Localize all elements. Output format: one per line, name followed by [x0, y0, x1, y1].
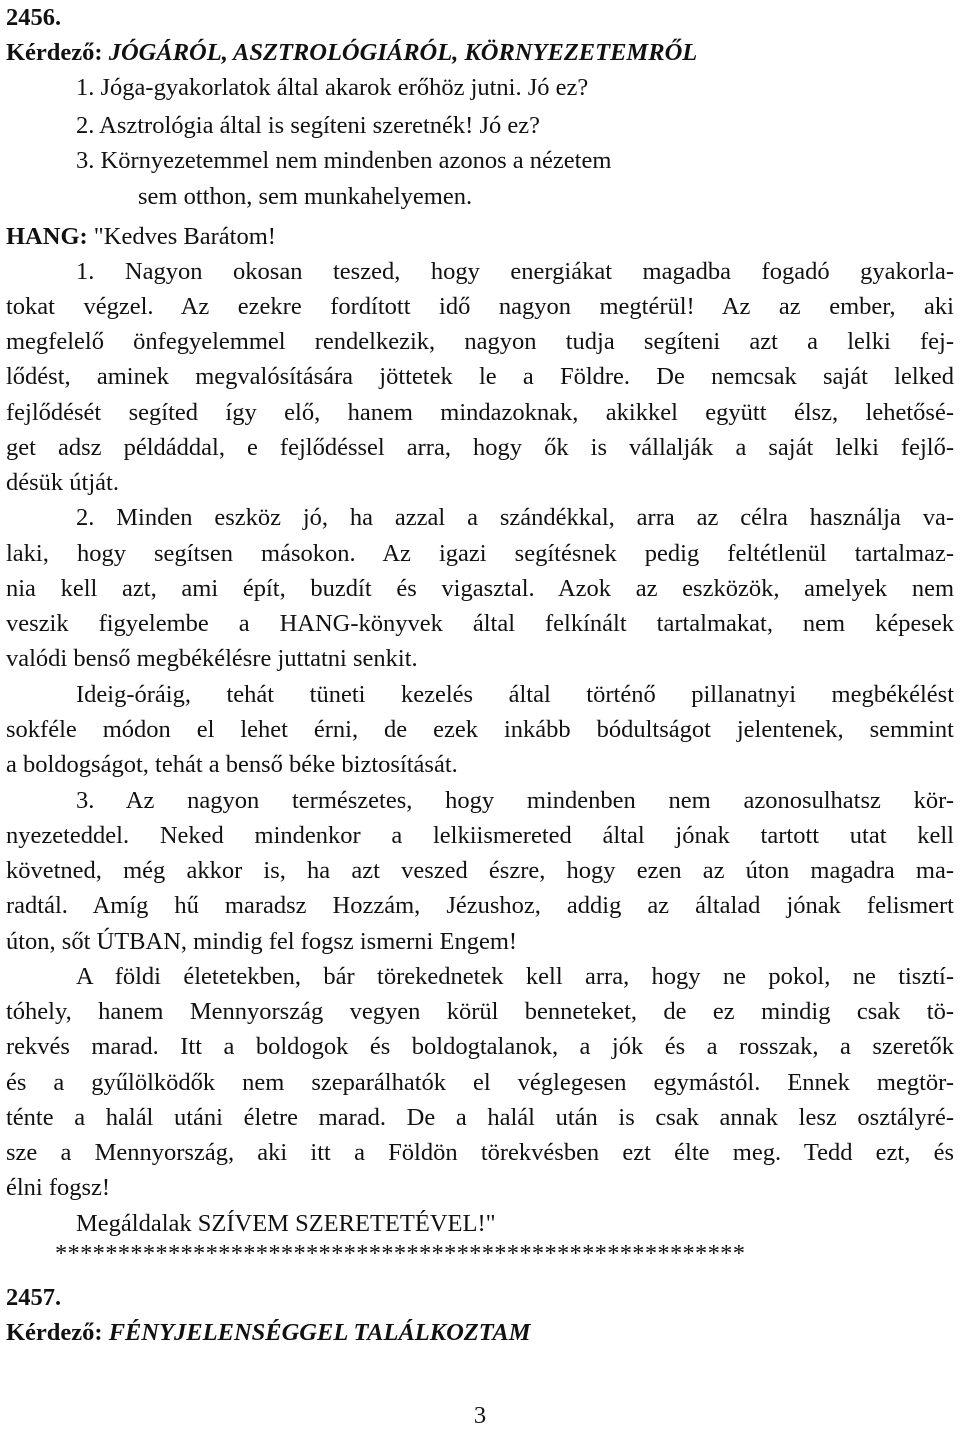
body-line: get adsz példáddal, e fejlődéssel arra, hogy ők is vállalják a saját lelki fejlő-: [6, 434, 954, 461]
body-line: A földi életetekben, bár törekednetek kell arra, hogy ne pokol, ne tisztí-: [76, 963, 954, 990]
body-line: követned, még akkor is, ha azt veszed észre, hogy ezen az úton magadra ma-: [6, 857, 954, 884]
body-line: 3. Az nagyon természetes, hogy mindenben nem azonosulhatsz kör-: [76, 787, 954, 814]
body-line: megfelelő önfegyelemmel rendelkezik, nagyon tudja segíteni azt a lelki fej-: [6, 328, 954, 355]
body-line: radtál. Amíg hű maradsz Hozzám, Jézushoz, addig az általad jónak felismert: [6, 892, 954, 919]
asker-line: [6, 37, 954, 69]
body-line: fejlődését segíted így elő, hanem mindazoknak, akikkel együtt élsz, lehetősé-: [6, 399, 954, 426]
asker-label: Kérdező:: [6, 1319, 103, 1346]
body-line: rekvés marad. Itt a boldogok és boldogtalanok, a jók és a rosszak, a szeretők: [6, 1033, 954, 1060]
asker-topic: FÉNYJELENSÉGGEL TALÁLKOZTAM: [108, 1319, 531, 1346]
body-line: úton, sőt ÚTBAN, mindig fel fogsz ismerni Engem!: [6, 928, 518, 955]
body-line: désük útját.: [6, 469, 119, 496]
entry-number: 2457.: [6, 1284, 62, 1311]
asker-topic: JÓGÁRÓL, ASZTROLÓGIÁRÓL, KÖRNYEZETEMRŐL: [108, 39, 698, 66]
asker-line: [6, 1317, 954, 1349]
body-line: Ideig-óráig, tehát tüneti kezelés által történő pillanatnyi megbékélést: [76, 681, 954, 708]
greeting: "Kedves Barátom!: [93, 223, 276, 250]
question-line: 2. Asztrológia által is segíteni szeretnék! Jó ez?: [76, 112, 540, 139]
body-line: ténte a halál utáni életre marad. De a halál után is csak annak lesz osztályré-: [6, 1104, 954, 1131]
body-line: tóhely, hanem Mennyország vegyen körül benneteket, de ez mindig csak tö-: [6, 998, 954, 1025]
page-number: 3: [473, 1402, 487, 1429]
separator: *******************************************************: [55, 1240, 746, 1267]
body-line: valódi benső megbékélésre juttatni senkit.: [6, 645, 418, 672]
body-line: a boldogságot, tehát a benső béke biztosítását.: [6, 751, 458, 778]
body-line: nia kell azt, ami épít, buzdít és vigasztal. Azok az eszközök, amelyek nem: [6, 575, 954, 602]
body-line: lődést, aminek megvalósítására jöttetek le a Földre. De nemcsak saját lelked: [6, 363, 954, 390]
body-line: nyezeteddel. Neked mindenkor a lelkiismereted által jónak tartott utat kell: [6, 822, 954, 849]
body-line: tokat végzel. Az ezekre fordított idő nagyon megtérül! Az az ember, aki: [6, 293, 954, 320]
question-line: 3. Környezetemmel nem mindenben azonos a nézetem: [76, 147, 612, 174]
closing-line: Megáldalak SZÍVEM SZERETETÉVEL!": [76, 1210, 496, 1237]
body-line: sokféle módon el lehet érni, de ezek inkább bódultságot jelentenek, semmint: [6, 716, 954, 743]
question-line: 1. Jóga-gyakorlatok által akarok erőhöz jutni. Jó ez?: [76, 74, 589, 101]
body-line: laki, hogy segítsen másokon. Az igazi segítésnek pedig feltétlenül tartalmaz-: [6, 540, 954, 567]
body-line: és a gyűlölködők nem szeparálhatók el véglegesen egymástól. Ennek megtör-: [6, 1069, 954, 1096]
question-line: sem otthon, sem munkahelyemen.: [138, 183, 473, 210]
body-line: élni fogsz!: [6, 1174, 111, 1201]
entry-number: 2456.: [6, 4, 62, 31]
body-line: 1. Nagyon okosan teszed, hogy energiákat magadba fogadó gyakorla-: [76, 258, 954, 285]
asker-label: Kérdező:: [6, 39, 103, 66]
voice-line: [6, 221, 954, 253]
body-line: sze a Mennyország, aki itt a Földön törekvésben ezt élte meg. Tedd ezt, és: [6, 1139, 954, 1166]
body-line: veszik figyelembe a HANG-könyvek által felkínált tartalmakat, nem képesek: [6, 610, 954, 637]
voice-label: HANG:: [6, 223, 88, 250]
body-line: 2. Minden eszköz jó, ha azzal a szándékkal, arra az célra használja va-: [76, 504, 954, 531]
